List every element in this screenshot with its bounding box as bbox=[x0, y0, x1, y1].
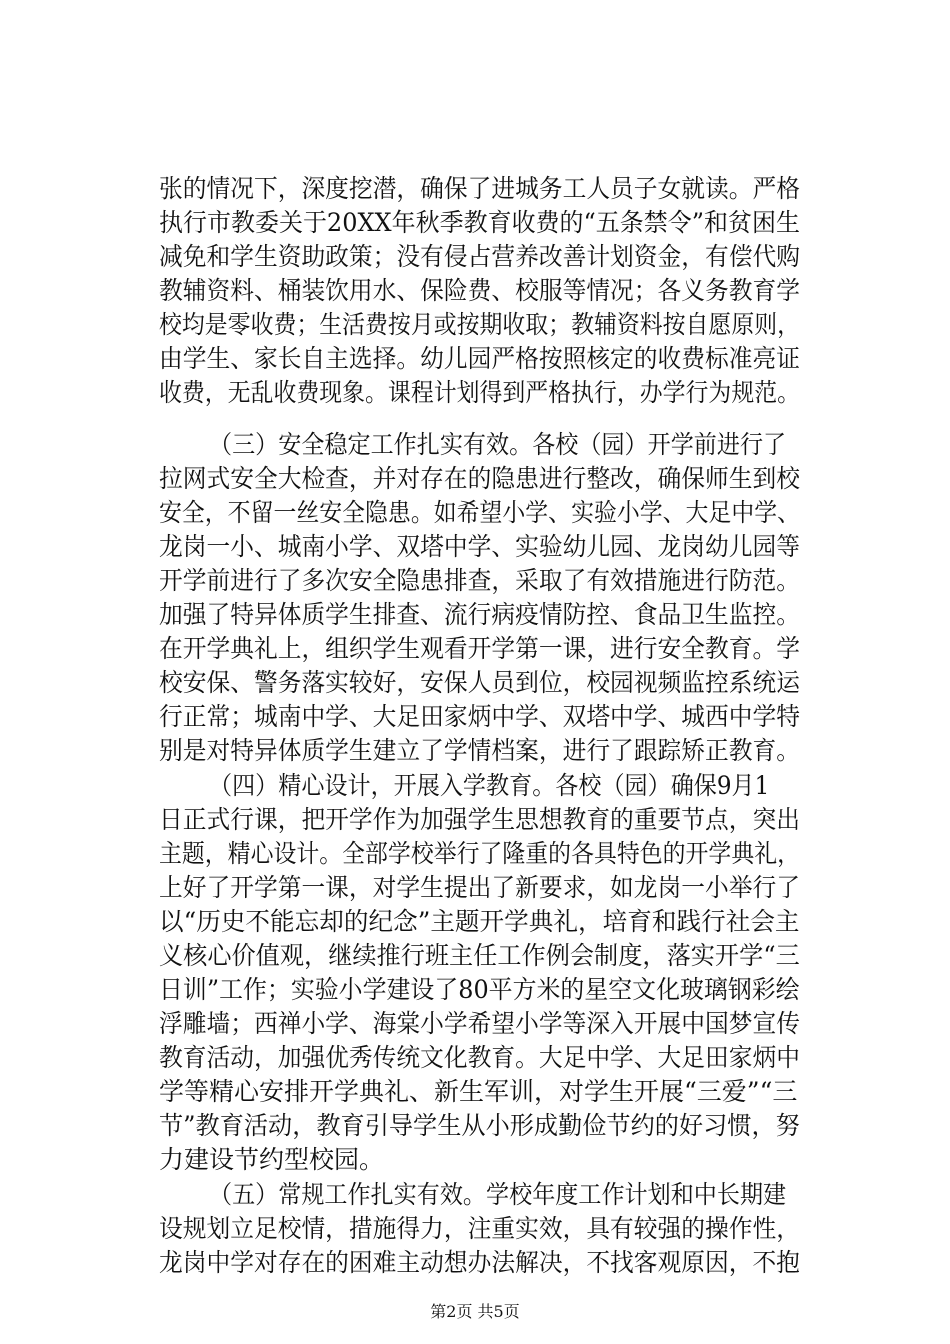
p3-line-12: 力建设节约型校园。 bbox=[159, 1145, 385, 1174]
p1-line-5: 校均是零收费；生活费按月或按期收取；教辅资料按自愿原则， bbox=[159, 310, 801, 339]
p3-line-7: 日训”工作；实验小学建设了80平方米的星空文化玻璃钢彩绘 bbox=[159, 975, 800, 1004]
p2-line-3: 安全，不留一丝安全隐患。如希望小学、实验小学、大足中学、 bbox=[159, 498, 801, 527]
p3-line-3: 主题，精心设计。全部学校举行了隆重的各具特色的开学典礼， bbox=[159, 839, 801, 868]
p3-line-8: 浮雕墙；西禅小学、海棠小学希望小学等深入开展中国梦宣传 bbox=[159, 1009, 800, 1038]
p2-line-4: 龙岗一小、城南小学、双塔中学、实验幼儿园、龙岗幼儿园等 bbox=[159, 532, 800, 561]
p2-line-6: 加强了特异体质学生排查、流行病疫情防控、食品卫生监控。 bbox=[159, 600, 800, 629]
p1-line-3: 减免和学生资助政策；没有侵占营养改善计划资金，有偿代购 bbox=[159, 242, 800, 271]
p2-line-5: 开学前进行了多次安全隐患排查，采取了有效措施进行防范。 bbox=[159, 566, 800, 595]
p4-line-1: （五）常规工作扎实有效。学校年度工作计划和中长期建 bbox=[209, 1180, 787, 1209]
p2-line-7: 在开学典礼上，组织学生观看开学第一课，进行安全教育。学 bbox=[159, 634, 800, 663]
p1-line-2: 执行市教委关于20XX年秋季教育收费的“五条禁令”和贫困生 bbox=[159, 208, 800, 237]
p3-line-2: 日正式行课，把开学作为加强学生思想教育的重要节点，突出 bbox=[159, 805, 800, 834]
page-number-footer: 第2页 共5页 bbox=[430, 1302, 520, 1321]
p3-line-1: （四）精心设计，开展入学教育。各校（园）确保9月1 bbox=[209, 771, 770, 800]
p3-line-5: 以“历史不能忘却的纪念”主题开学典礼，培育和践行社会主 bbox=[159, 907, 800, 936]
p1-line-1: 张的情况下，深度挖潜，确保了进城务工人员子女就读。严格 bbox=[159, 174, 800, 203]
p2-line-1: （三）安全稳定工作扎实有效。各校（园）开学前进行了 bbox=[209, 430, 787, 459]
p4-line-2: 设规划立足校情，措施得力，注重实效，具有较强的操作性， bbox=[159, 1214, 800, 1243]
p3-line-10: 学等精心安排开学典礼、新生军训，对学生开展“三爱”“三 bbox=[159, 1077, 798, 1106]
p3-line-9: 教育活动，加强优秀传统文化教育。大足中学、大足田家炳中 bbox=[159, 1043, 800, 1072]
p1-line-4: 教辅资料、桶装饮用水、保险费、校服等情况；各义务教育学 bbox=[159, 276, 800, 305]
p4-line-3: 龙岗中学对存在的困难主动想办法解决，不找客观原因，不抱 bbox=[159, 1248, 800, 1277]
p3-line-4: 上好了开学第一课，对学生提出了新要求，如龙岗一小举行了 bbox=[159, 873, 800, 902]
p2-line-2: 拉网式安全大检查，并对存在的隐患进行整改，确保师生到校 bbox=[159, 464, 800, 493]
p2-line-8: 校安保、警务落实较好，安保人员到位，校园视频监控系统运 bbox=[159, 668, 800, 697]
p3-line-11: 节”教育活动，教育引导学生从小形成勤俭节约的好习惯，努 bbox=[159, 1111, 800, 1140]
p1-line-6: 由学生、家长自主选择。幼儿园严格按照核定的收费标准亮证 bbox=[159, 344, 800, 373]
p2-line-10: 别是对特异体质学生建立了学情档案，进行了跟踪矫正教育。 bbox=[159, 736, 800, 765]
p2-line-9: 行正常；城南中学、大足田家炳中学、双塔中学、城西中学特 bbox=[159, 702, 800, 731]
p3-line-6: 义核心价值观，继续推行班主任工作例会制度，落实开学“三 bbox=[159, 941, 800, 970]
p1-line-7: 收费，无乱收费现象。课程计划得到严格执行，办学行为规范。 bbox=[159, 378, 801, 407]
